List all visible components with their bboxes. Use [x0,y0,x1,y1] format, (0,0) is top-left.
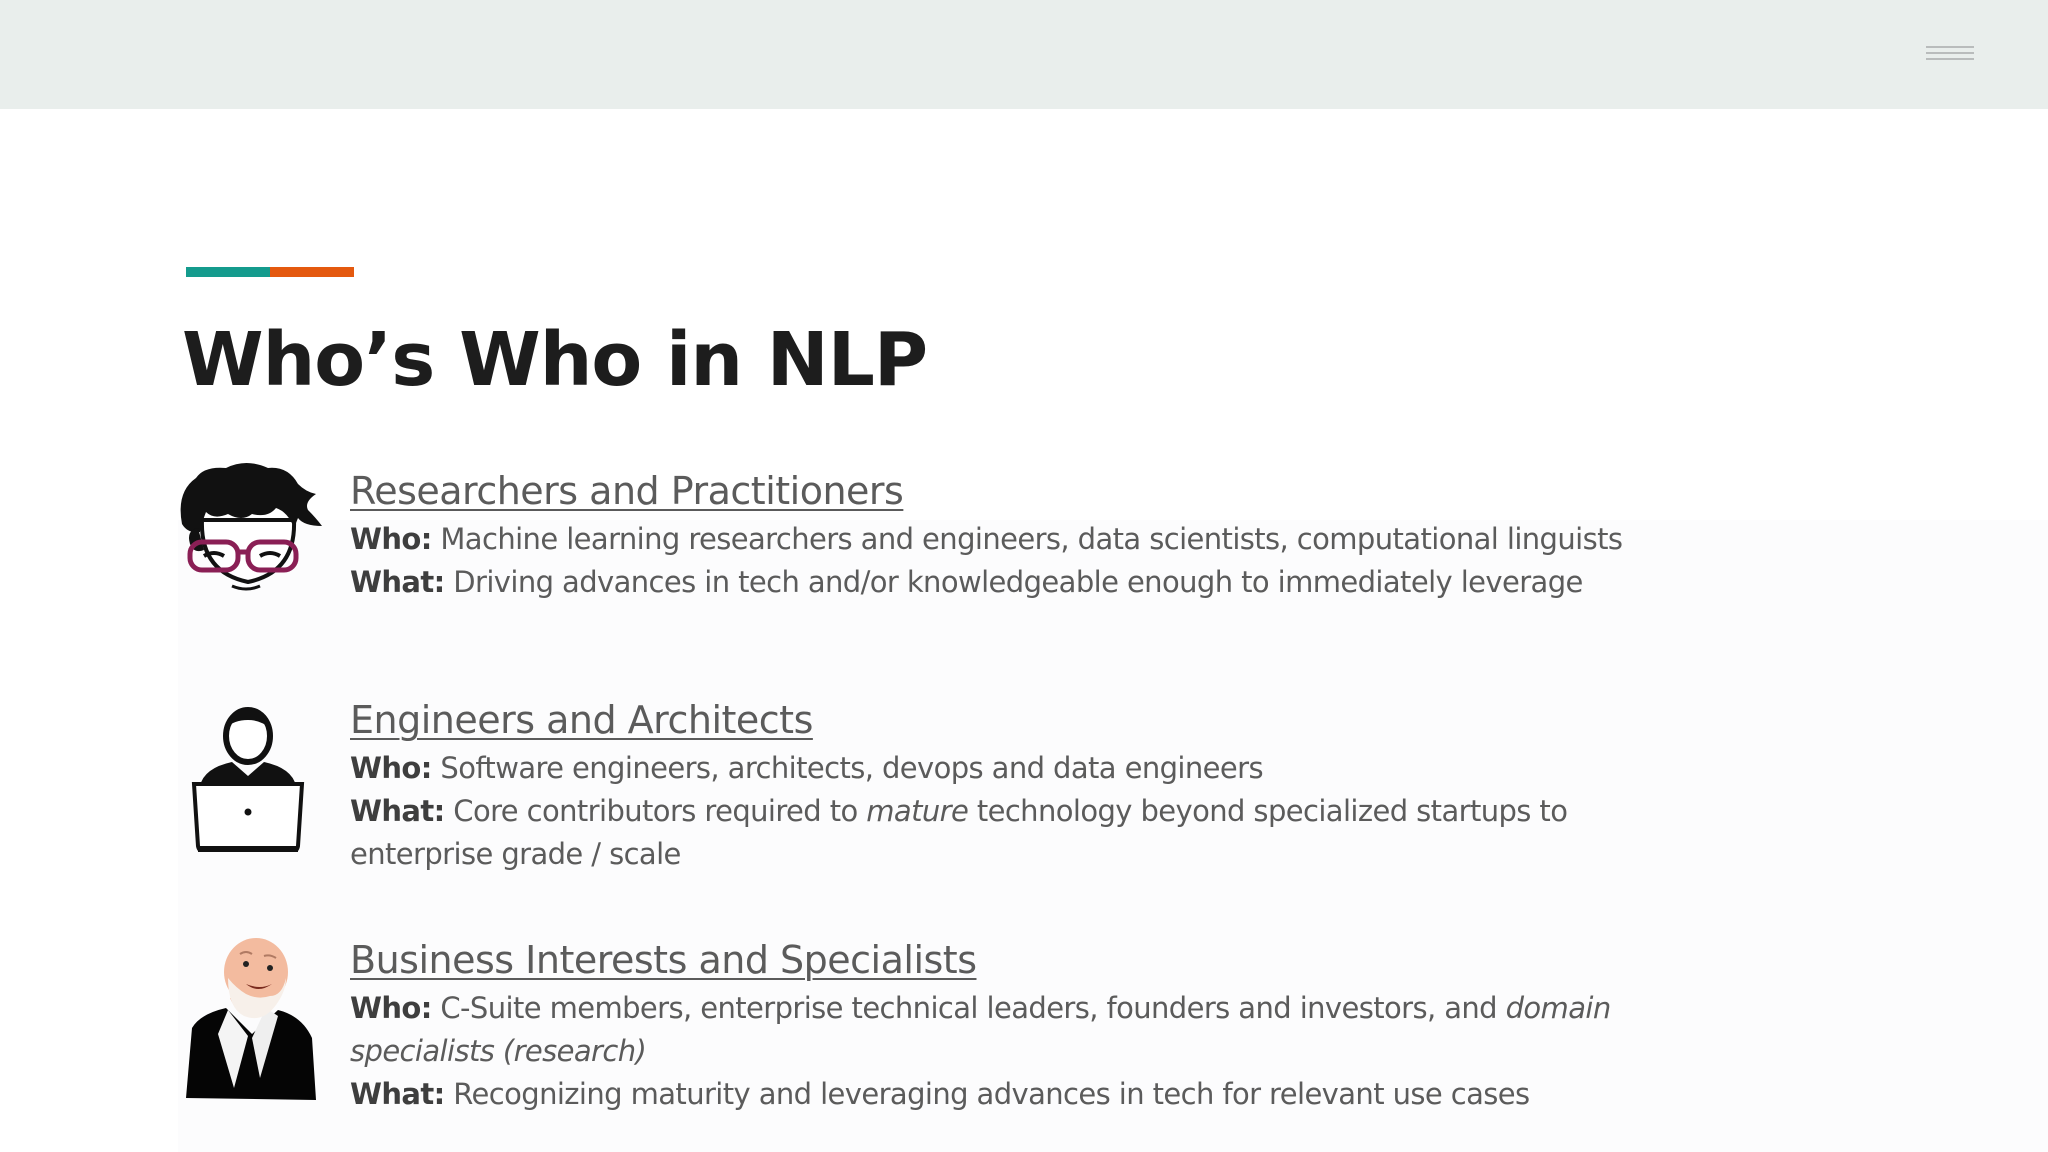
who-line [350,747,1700,790]
who-label: Who: [350,991,432,1025]
what-emphasis: mature [866,794,969,828]
section-heading-link[interactable]: Researchers and Practitioners [350,469,904,513]
what-line [350,790,1700,876]
menu-bar-line [1926,58,1974,60]
who-text: Machine learning researchers and engineers, data scientists, computational linguists [431,522,1623,556]
section-researchers [350,466,1700,604]
hamburger-menu-button[interactable] [1918,43,1978,71]
who-text: C-Suite members, enterprise technical leaders, founders and investors, and [431,991,1506,1025]
what-label: What: [350,1077,445,1111]
top-bar [0,0,2048,109]
who-emphasis: domain specialists (research) [350,991,1611,1068]
engineer-laptop-icon [186,706,310,852]
who-line [350,518,1700,561]
what-text-rest: technology beyond specialized startups to enterprise grade / scale [350,794,1568,871]
what-text: Recognizing maturity and leveraging advances in tech for relevant use cases [444,1077,1530,1111]
page-title: Who’s Who in NLP [182,317,928,403]
what-line [350,1073,1700,1116]
who-label: Who: [350,751,432,785]
what-text: Core contributors required to [444,794,867,828]
businessman-avatar-icon [178,938,318,1102]
title-accent-bar [186,267,354,277]
who-text: Software engineers, architects, devops and data engineers [431,751,1263,785]
researcher-avatar-icon [176,462,322,598]
section-heading-link[interactable]: Business Interests and Specialists [350,938,977,982]
who-line [350,987,1700,1073]
what-label: What: [350,565,445,599]
menu-bar-line [1926,52,1974,54]
section-business [350,935,1700,1116]
what-line [350,561,1700,604]
menu-bar-line [1926,46,1974,48]
accent-orange [270,267,354,277]
what-text: Driving advances in tech and/or knowledgeable enough to immediately leverage [444,565,1583,599]
section-engineers [350,695,1700,876]
what-label: What: [350,794,445,828]
who-label: Who: [350,522,432,556]
section-heading-link[interactable]: Engineers and Architects [350,698,813,742]
accent-teal [186,267,270,277]
